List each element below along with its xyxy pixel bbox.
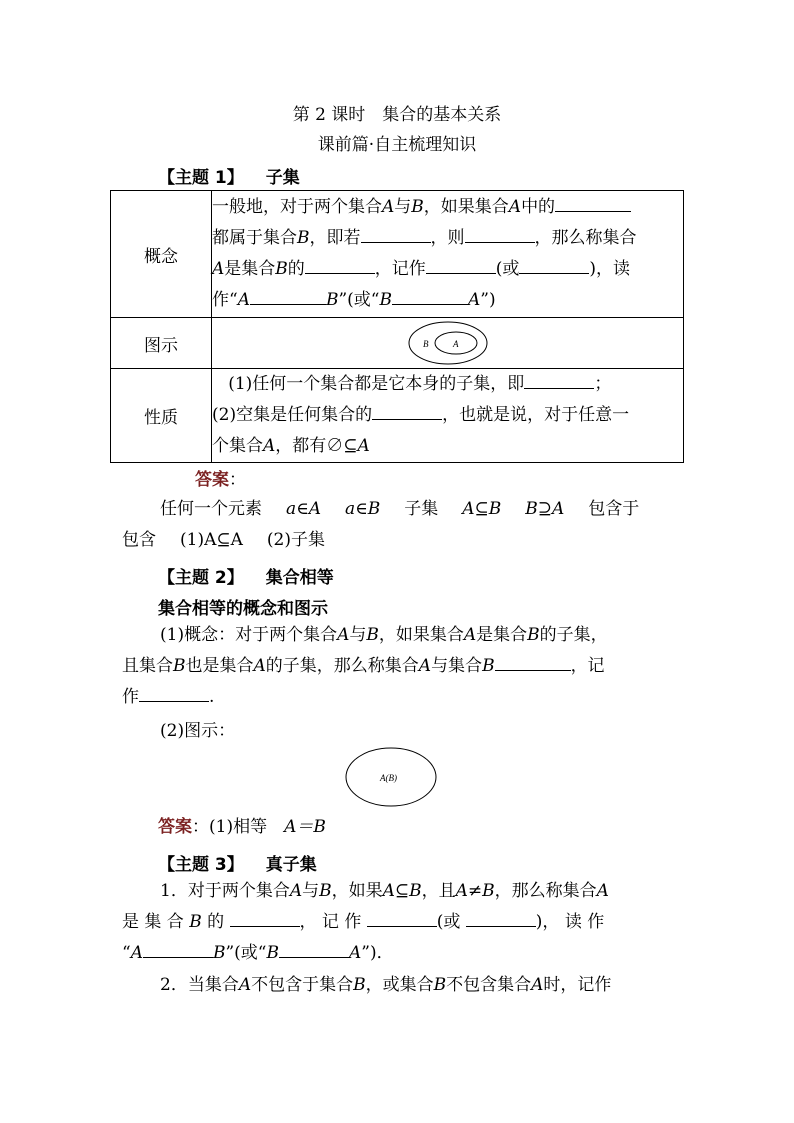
fill-blank[interactable] [139,683,209,702]
topic2-paragraph-line2: 且集合B也是集合A的子集，那么称集合A与集合B ，记 [122,651,674,682]
topic2-paragraph-line1: (1)概念：对于两个集合A与B，如果集合A是集合B的子集， [160,625,608,645]
topic3-heading [158,850,317,875]
concept-content: 一般地，对于两个集合A与B，如果集合A中的 都属于集合B，即若 ，则 ，那么称集合 A是集合B的 ，记作 (或 )，读 作“A B”(或“B A”) [212,191,684,318]
property-content: (1)任何一个集合都是它本身的子集，即 ； (2)空集是任何集合的 ，也就是说，对于任意一 个集合A，都有∅⊆A [212,369,684,463]
topic3-paragraph-line1: 1．对于两个集合A与B，如果A⊆B，且A≠B，那么称集合A [160,881,609,901]
fill-blank[interactable] [305,255,375,274]
lesson-subtitle: 课前篇·自主梳理知识 [317,135,477,155]
topic2-answer: 答案：(1)相等 A＝B [158,817,326,837]
topic2-name: 集合相等 [265,568,334,588]
concept-row [111,191,684,318]
answer-label: 答案 [158,817,192,837]
fill-blank[interactable] [465,224,535,243]
fill-blank[interactable] [361,224,431,243]
lesson-title: 第 2 课时 集合的基本关系 [292,105,502,125]
topic1-label: 【主题 1】 [158,168,244,188]
subset-diagram-cell [212,318,684,369]
fill-blank[interactable] [250,286,326,305]
topic3-paragraph-line4: 2．当集合A不包含于集合B，或集合B不包含集合A时，记作 [160,975,612,995]
topic3-paragraph-line2: 是 集 合 B 的 ， 记 作 (或 )， 读 作 [122,907,674,938]
topic2-subheading: 集合相等的概念和图示 [158,599,328,619]
fill-blank[interactable] [392,286,468,305]
fill-blank[interactable] [495,652,571,671]
topic3-name: 真子集 [265,855,317,875]
topic2-paragraph-line3: 作 . [122,682,674,713]
diagram-label: 图示 [111,318,212,369]
subset-table [110,190,684,463]
fill-blank[interactable] [279,939,349,958]
property-label: 性质 [111,369,212,463]
subset-venn-diagram [406,320,490,366]
topic1-answer-label-line: 答案： [195,470,246,490]
topic2-label: 【主题 2】 [158,568,244,588]
diagram-row [111,318,684,369]
topic1-answer-line2: 包含 (1)A⊆A (2)子集 [122,530,325,550]
topic2-diagram-caption: (2)图示： [160,721,236,741]
fill-blank[interactable] [524,370,594,389]
topic1-name: 子集 [265,168,300,188]
topic3-label: 【主题 3】 [158,855,244,875]
equal-sets-venn-diagram [344,746,438,808]
fill-blank[interactable] [426,255,496,274]
property-row [111,369,684,463]
fill-blank[interactable] [372,401,442,420]
fill-blank[interactable] [367,908,437,927]
concept-label: 概念 [111,191,212,318]
fill-blank[interactable] [230,908,300,927]
topic2-heading [158,563,334,588]
topic1-answer-line1: 任何一个元素 a∈A a∈B 子集 A⊆B B⊇A 包含于 [160,499,640,519]
answer-label: 答案 [195,470,229,490]
fill-blank[interactable] [143,939,213,958]
equal-diagram-label: A(B) [380,773,397,783]
fill-blank[interactable] [555,193,631,212]
diagram-label-b: B [422,339,428,349]
fill-blank[interactable] [466,908,536,927]
fill-blank[interactable] [519,255,589,274]
diagram-label-a: A [452,339,458,349]
topic1-heading [158,163,300,188]
topic3-paragraph-line3: “A B”(或“B A”)． [122,938,674,969]
